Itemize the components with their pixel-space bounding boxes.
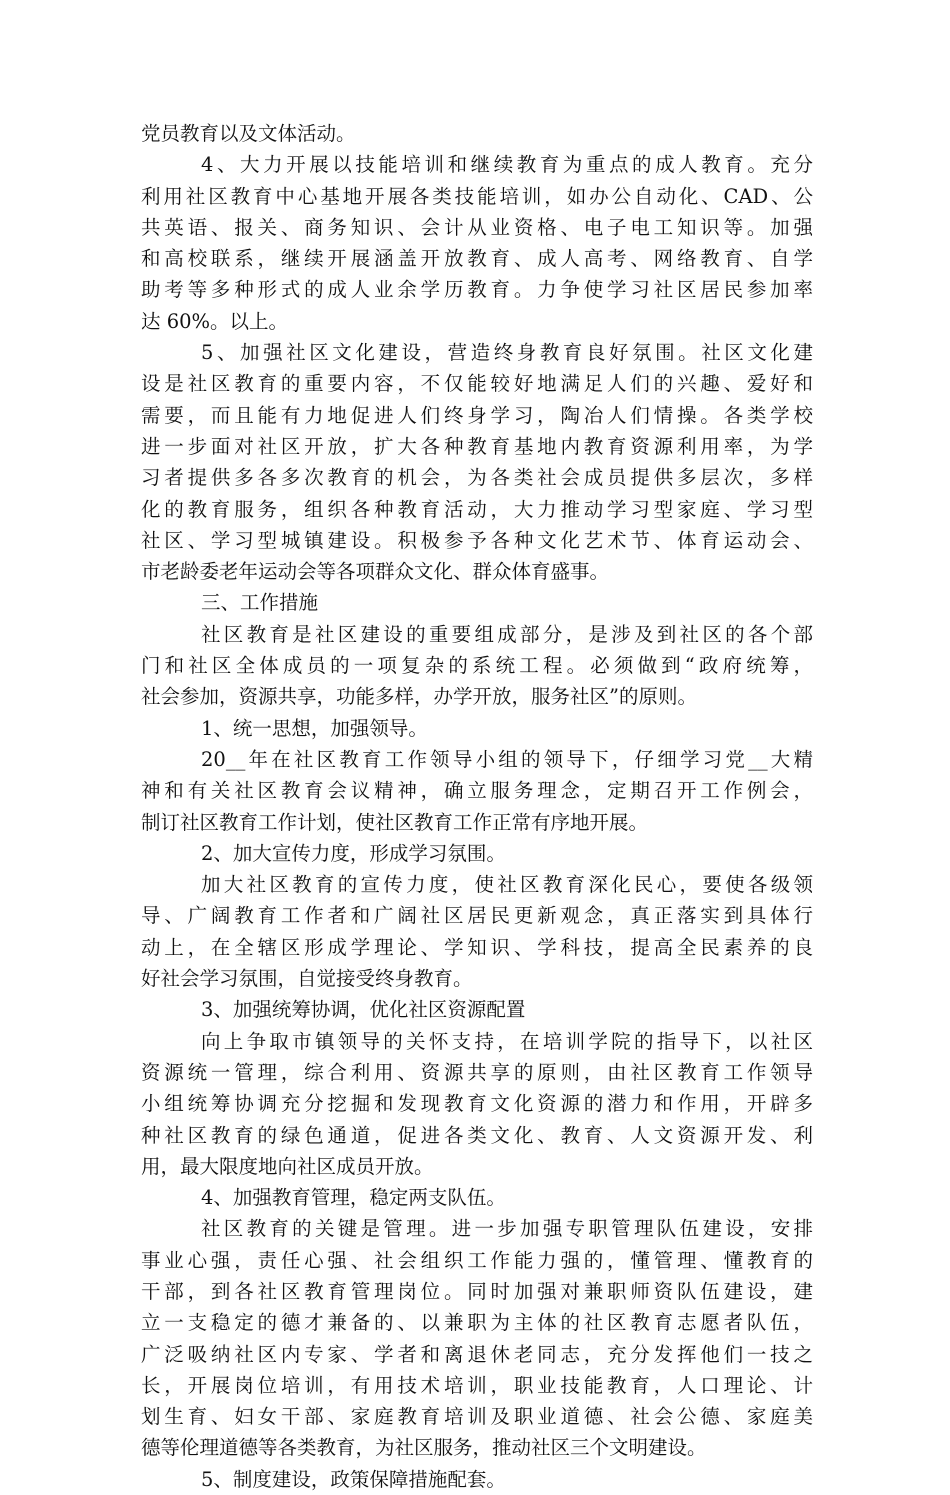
text-line: 1、统一思想，加强领导。 (201, 716, 428, 740)
document-body (141, 118, 813, 1495)
text-line: 共英语、报关、商务知识、会计从业资格、电子电工知识等。加强 (141, 215, 813, 239)
text-line: 化的教育服务，组织各种教育活动，大力推动学习型家庭、学习型 (141, 497, 813, 521)
text-line: 神和有关社区教育会议精神，确立服务理念，定期召开工作例会， (141, 779, 813, 803)
text-line: 需要，而且能有力地促进人们终身学习，陶冶人们情操。各类学校 (141, 403, 813, 427)
text-line: 制订社区教育工作计划，使社区教育工作正常有序地开展。 (141, 810, 649, 834)
text-line: 动上，在全辖区形成学理论、学知识、学科技，提高全民素养的良 (141, 935, 813, 959)
text-line: 门和社区全体成员的一项复杂的系统工程。必须做到“政府统筹， (141, 654, 813, 678)
text-line: 20__年在社区教育工作领导小组的领导下，仔细学习党__大精 (201, 747, 813, 771)
text-line: 和高校联系，继续开展涵盖开放教育、成人高考、网络教育、自学 (141, 247, 813, 271)
text-line: 德等伦理道德等各类教育，为社区服务，推动社区三个文明建设。 (141, 1436, 707, 1460)
text-line: 好社会学习氛围，自觉接受终身教育。 (141, 967, 473, 991)
text-line: 党员教育以及文体活动。 (141, 122, 356, 145)
text-line: 三、工作措施 (201, 591, 319, 615)
text-line: 4、大力开展以技能培训和继续教育为重点的成人教育。充分 (201, 153, 813, 177)
text-line: 用，最大限度地向社区成员开放。 (141, 1154, 434, 1178)
text-line: 进一步面对社区开放，扩大各种教育基地内教育资源利用率，为学 (141, 434, 813, 458)
text-line: 种社区教育的绿色通道，促进各类文化、教育、人文资源开发、利 (141, 1123, 813, 1147)
text-line: 3、加强统筹协调，优化社区资源配置 (201, 998, 526, 1022)
text-line: 5、加强社区文化建设，营造终身教育良好氛围。社区文化建 (201, 341, 813, 365)
text-line: 小组统筹协调充分挖掘和发现教育文化资源的潜力和作用，开辟多 (141, 1092, 813, 1116)
text-line: 设是社区教育的重要内容，不仅能较好地满足人们的兴趣、爱好和 (141, 372, 813, 396)
text-line: 加大社区教育的宣传力度，使社区教育深化民心，要使各级领 (201, 873, 813, 897)
text-line: 广泛吸纳社区内专家、学者和离退休老同志，充分发挥他们一技之 (141, 1342, 813, 1366)
text-line: 社区、学习型城镇建设。积极参予各种文化艺术节、体育运动会、 (141, 528, 813, 552)
text-line: 向上争取市镇领导的关怀支持，在培训学院的指导下，以社区 (201, 1029, 813, 1053)
text-line: 达 60%。以上。 (141, 309, 289, 333)
text-line: 事业心强，责任心强、社会组织工作能力强的，懂管理、懂教育的 (141, 1248, 813, 1272)
text-line: 划生育、妇女干部、家庭教育培训及职业道德、社会公德、家庭美 (141, 1405, 813, 1429)
text-line: 5、制度建设，政策保障措施配套。 (201, 1467, 506, 1491)
text-line: 4、加强教育管理，稳定两支队伍。 (201, 1186, 506, 1210)
text-line: 市老龄委老年运动会等各项群众文化、群众体育盛事。 (141, 560, 610, 584)
text-line: 导、广阔教育工作者和广阔社区居民更新观念，真正落实到具体行 (141, 904, 813, 928)
text-line: 立一支稳定的德才兼备的、以兼职为主体的社区教育志愿者队伍， (141, 1311, 813, 1335)
text-line: 干部，到各社区教育管理岗位。同时加强对兼职师资队伍建设，建 (141, 1279, 813, 1303)
text-line: 2、加大宣传力度，形成学习氛围。 (201, 841, 506, 865)
text-line: 利用社区教育中心基地开展各类技能培训，如办公自动化、CAD、公 (141, 184, 813, 208)
text-line: 助考等多种形式的成人业余学历教育。力争使学习社区居民参加率 (141, 278, 813, 302)
text-line: 习者提供多各多次教育的机会，为各类社会成员提供多层次，多样 (141, 466, 813, 490)
text-line: 社会参加，资源共享，功能多样，办学开放，服务社区”的原则。 (141, 685, 697, 709)
text-line: 社区教育是社区建设的重要组成部分，是涉及到社区的各个部 (201, 622, 813, 646)
text-line: 社区教育的关键是管理。进一步加强专职管理队伍建设，安排 (201, 1217, 813, 1241)
text-line: 长，开展岗位培训，有用技术培训，职业技能教育，人口理论、计 (141, 1373, 813, 1397)
text-line: 资源统一管理，综合利用、资源共享的原则，由社区教育工作领导 (141, 1060, 813, 1084)
